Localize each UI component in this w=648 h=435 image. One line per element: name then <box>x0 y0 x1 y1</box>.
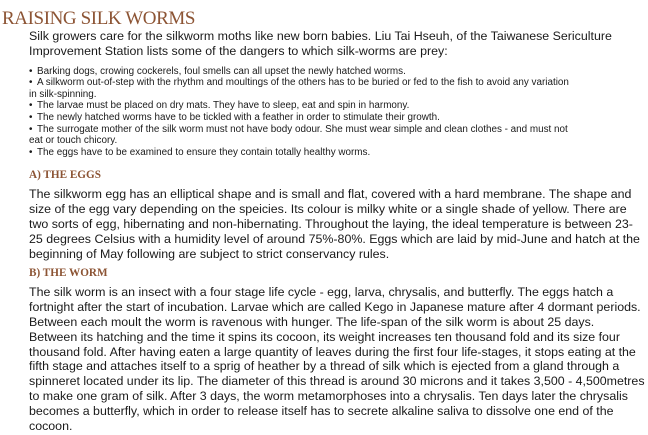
list-item-continuation: eat or touch chicory. <box>29 135 118 147</box>
section-text-eggs: The silkworm egg has an elliptical shape and is small and flat, covered with a hard membrane. The shape and size of the egg vary depending on the speicies. Its colour is milky white or a single shade of yellow. There are two sorts of egg, hibernating and non-hibernating. Throughout the laying, the ideal temperature is between 23- 25 degrees Celsius with a humidity level of around 75%-80%. Eggs which are laid by mid-June and hatch at the beginning of May following are subject to strict conservancy rules. <box>29 187 640 261</box>
page-title: RAISING SILK WORMS <box>2 8 196 29</box>
list-item-continuation: in silk-spinning. <box>29 88 97 100</box>
section-heading-worm: B) THE WORM <box>29 267 108 280</box>
list-item: • The eggs have to be examined to ensure they contain totally healthy worms. <box>29 147 645 159</box>
section-heading-eggs: A) THE EGGS <box>29 169 101 182</box>
intro-paragraph: Silk growers care for the silkworm moths like new born babies. Liu Tai Hseuh, of the Taiwanese Sericulture Improvement Station lists some of the dangers to which silk-worms are prey: <box>29 29 612 58</box>
section-text-worm: The silk worm is an insect with a four stage life cycle - egg, larva, chrysalis, and butterfly. The eggs hatch a fortnight after the start of incubation. Larvae which are called Kego in Japanese mature after 4 dormant periods. Between each moult the worm is ravenous with hunger. The life-span of the silk worm is about 25 days. Between its hatching and the time it spins its cocoon, its weight increases ten thousand fold and its size four thousand fold. After having eaten a large quantity of leaves during the first four life-stages, it stops eating at the fifth stage and attaches itself to a sprig of heather by a thread of silk which is ejected from a gland through a spinneret located under its lip. The diameter of this thread is around 30 microns and it takes 3,500 - 4,500metres to make one gram of silk. After 3 days, the worm metamorphoses into a chrysalis. Ten days later the chrysalis becomes a butterfly, which in order to release itself has to secrete alkaline saliva to dissolve one end of the cocoon. <box>29 285 645 433</box>
dangers-list <box>29 66 645 159</box>
list-item: • The newly hatched worms have to be tickled with a feather in order to stimulate their growth. <box>29 112 645 124</box>
article-body <box>29 29 645 433</box>
list-item: • The surrogate mother of the silk worm must not have body odour. She must wear simple and clean clothes - and must not eat or touch chicory. <box>29 124 645 147</box>
list-item: • The larvae must be placed on dry mats. They have to sleep, eat and spin in harmony. <box>29 100 645 112</box>
list-item: • A silkworm out-of-step with the rhythm and moultings of the others has to be buried or fed to the fish to avoid any variation in silk-spinning. <box>29 77 645 100</box>
list-item: • Barking dogs, crowing cockerels, foul smells can all upset the newly hatched worms. <box>29 66 645 78</box>
